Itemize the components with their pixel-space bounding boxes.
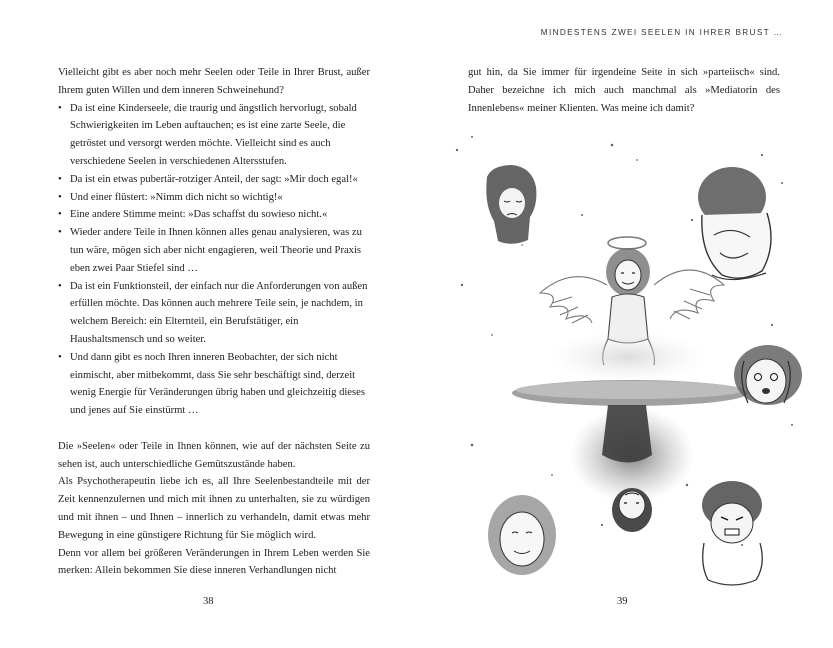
left-page-text [58, 64, 370, 580]
left-page [0, 0, 416, 648]
halo-icon [608, 237, 646, 249]
right-page [416, 0, 833, 648]
bullet-item: • Wieder andere Teile in Ihnen können alles genau analysieren, was zu tun wäre, mögen sich aber nicht engagieren, weil Theorie und Praxis eben zwei Paar Stiefel sind … [58, 224, 370, 277]
cloud [550, 331, 706, 383]
intro-paragraph: Vielleicht gibt es aber noch mehr Seelen oder Teile in Ihrer Brust, außer Ihrem guten Willen und dem inneren Schweinehund? [58, 67, 370, 96]
bullet-item: • Da ist eine Kinderseele, die traurig und ängstlich hervorlugt, sobald Schwierigkeiten im Leben auftauchen; es ist eine zarte Seele, die getröstet und versorgt werden möchte. Vielleicht sind es auch verschiedene Seelen in verschiedenen Altersstufen. [58, 100, 370, 171]
sad-child-figure [486, 165, 536, 244]
reflection-plate [512, 380, 748, 406]
reflected-devil-figure [570, 405, 694, 532]
angry-child-figure [702, 481, 762, 585]
page-number-left: 38 [203, 596, 214, 607]
crouching-child-figure [698, 167, 771, 280]
bullet-item: • Da ist ein Funktionsteil, der einfach nur die Anforderungen von außen erfüllen möchte. Das können auch mehrere Teile sein, je nachdem, in welchem Bereich: ein Elternteil, ein Berufstätiger, ein Haushaltsmensch und so weiter. [58, 278, 370, 349]
soul-parts-illustration [432, 125, 832, 600]
running-head: MINDESTENS ZWEI SEELEN IN IHRER BRUST … [540, 28, 783, 37]
bullet-item: • Da ist ein etwas pubertär-rotziger Anteil, der sagt: »Mir doch egal!« [58, 171, 370, 189]
right-page-text [468, 64, 780, 117]
paragraph: Die »Seelen« oder Teile in Ihnen können, wie auf der nächsten Seite zu sehen ist, auch unterschiedliche Gemütszustände haben. [58, 440, 370, 470]
smiling-face-figure [488, 495, 556, 575]
worried-face-figure [734, 345, 802, 405]
page-number-right: 39 [617, 596, 628, 607]
bullet-item: • Und dann gibt es noch Ihren inneren Beobachter, der sich nicht einmischt, aber mitbekommt, dass Sie sehr beschäftigt sind, derzeit wenig Energie für Veränderungen übrig haben und gleichzeitig dieses und jenes auf Sie einstürmt … [58, 349, 370, 420]
bullet-item: • Eine andere Stimme meint: »Das schaffst du sowieso nicht.« [58, 206, 370, 224]
paragraph: gut hin, da Sie immer für irgendeine Seite in sich »parteiisch« sind. Daher bezeichne ich mich auch manchmal als »Mediatorin des Innenlebens« meiner Klienten. Was meine ich damit? [468, 67, 780, 114]
paragraph: Als Psychotherapeutin liebe ich es, all Ihre Seelenbestandteile mit der Zeit kennenzulernen und mich mit ihnen zu unterhalten, sie zu würdigen und mit ihnen – und Ihnen – innerlich zu verhandeln, damit etwas mehr Bewegung in eine günstigere Richtung für Sie möglich wird. [58, 476, 370, 541]
parts-bullet-list [58, 100, 370, 420]
bullet-item: • Und einer flüstert: »Nimm dich nicht so wichtig!« [58, 189, 370, 207]
paragraph: Denn vor allem bei größeren Veränderungen in Ihrem Leben werden Sie merken: Allein bekommen Sie diese inneren Verhandlungen nicht [58, 547, 370, 577]
